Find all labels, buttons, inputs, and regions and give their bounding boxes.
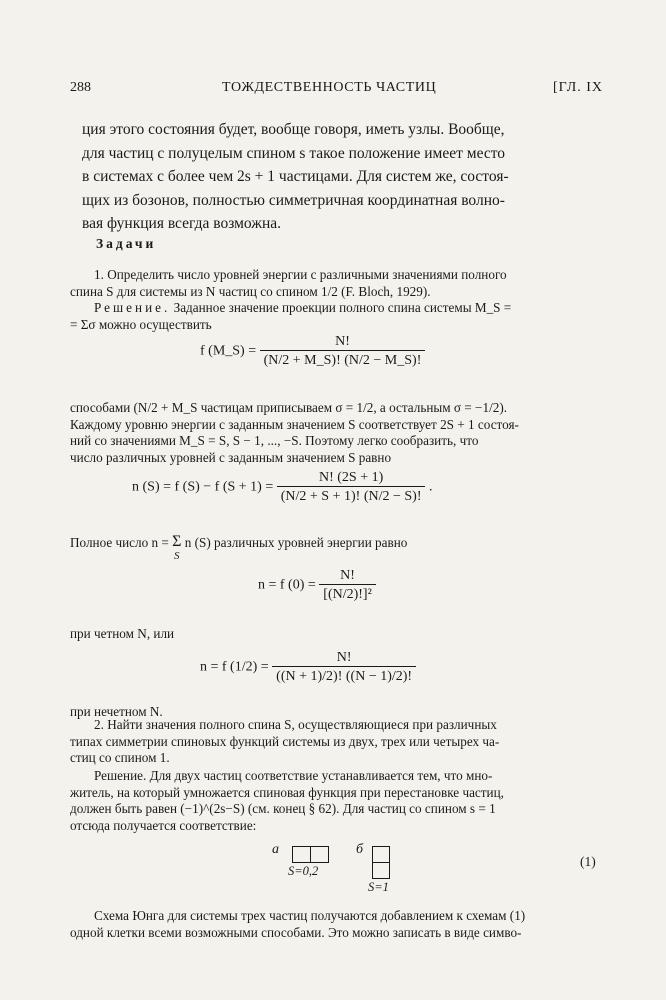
numerator: N! [340, 568, 355, 583]
closing-paragraph [70, 908, 604, 941]
fraction [260, 334, 426, 369]
total-number-line [70, 535, 407, 563]
text-line: щих из бозонов, полностью симметричная координатная волно- [82, 191, 505, 209]
problem-2-solution [70, 768, 604, 834]
text-line: одной клетки всеми возможными способами. Это можно записать в виде симво- [70, 924, 522, 940]
text-line: ний со значениями M_S = S, S − 1, ..., −S. Поэтому легко сообразить, что [70, 433, 479, 449]
text-line: должен быть равен (−1)^(2s−S) (см. конец § 62). Для частиц со спином s = 1 [70, 801, 496, 817]
diagram-caption-b: S=1 [368, 880, 389, 894]
denominator: ((N + 1)/2)! ((N − 1)/2)! [272, 666, 416, 685]
numerator: N! [336, 650, 352, 665]
intro-paragraph [82, 118, 604, 236]
solution-text: Заданное значение проекции полного спина системы M_S = [173, 300, 512, 316]
equation-lhs: n = f (1/2) = [200, 659, 269, 675]
equation-3 [258, 568, 376, 603]
running-title: ТОЖДЕСТВЕННОСТЬ ЧАСТИЦ [222, 80, 437, 95]
text-line: Схема Юнга для системы трех частиц получаются добавлением к схемам (1) [94, 908, 526, 923]
numerator: N! (2S + 1) [318, 470, 384, 485]
sum-symbol [172, 535, 181, 563]
equation-lhs: n = f (0) = [258, 577, 316, 593]
page-number: 288 [70, 80, 91, 95]
problem-1-paragraph-2 [70, 400, 604, 466]
text-line: вая функция всегда возможна. [82, 215, 282, 232]
diagram-label-a: а [272, 842, 279, 857]
text-line: житель, на который умножается спиновая функция при перестановке частиц, [70, 784, 504, 800]
text-line: = Σσ можно осуществить [70, 316, 212, 332]
diagram-label-b: б [356, 842, 364, 857]
text-line [70, 300, 604, 317]
equation-2 [132, 470, 432, 505]
text-fragment: n (S) различных уровней энергии равно [184, 535, 408, 550]
young-box [310, 846, 329, 863]
text-line: 2. Найти значения полного спина S, осуществляющиеся при различных [94, 717, 497, 732]
text-line: стиц со спином 1. [70, 750, 170, 766]
denominator: (N/2 + M_S)! (N/2 − M_S)! [260, 350, 426, 369]
equation-1 [200, 334, 425, 369]
text-line: Решение. Для двух частиц соответствие устанавливается тем, что мно- [94, 768, 493, 783]
text-line: спина S для системы из N частиц со спином 1/2 (F. Bloch, 1929). [70, 283, 431, 299]
fraction [319, 568, 376, 603]
chapter-label: [ГЛ. IX [553, 80, 603, 95]
text-line: типах симметрии спиновых функций системы из двух, трех или четырех ча- [70, 733, 500, 749]
text-line: число различных уровней с заданным значением S равно [70, 449, 392, 465]
fraction [277, 470, 426, 505]
problem-2-statement [70, 717, 604, 767]
text-line: способами (N/2 + M_S частицам приписываем σ = 1/2, а остальным σ = −1/2). [70, 400, 508, 415]
equation-lhs: n (S) = f (S) − f (S + 1) = [132, 479, 274, 495]
equation-end: . [428, 479, 433, 495]
text-line: ция этого состояния будет, вообще говоря, иметь узлы. Вообще, [82, 121, 505, 138]
young-box [292, 846, 311, 863]
diagram-caption-a: S=0,2 [288, 864, 319, 878]
text-fragment: Полное число n = [70, 535, 169, 550]
even-case-text: при четном N, или [70, 626, 175, 641]
numerator: N! [335, 334, 350, 349]
text-line: для частиц с полуцелым спином s такое положение имеет место [82, 144, 506, 162]
text-line: 1. Определить число уровней энергии с различными значениями полного [94, 267, 507, 282]
denominator: [(N/2)!]² [319, 584, 376, 603]
odd-case-text: при нечетном N. [70, 704, 163, 719]
section-title: Задачи [96, 236, 157, 251]
equation-lhs: f (M_S) = [200, 343, 257, 359]
equation-4 [200, 650, 416, 685]
sum-index: S [174, 550, 180, 562]
fraction [272, 650, 416, 685]
young-box [372, 862, 390, 879]
young-box [372, 846, 390, 863]
equation-number: (1) [580, 854, 596, 869]
problem-1-statement [70, 267, 604, 333]
solution-label: Решение. [94, 300, 171, 316]
text-line: в системах с более чем 2s + 1 частицами. Для систем же, состоя- [82, 168, 509, 185]
text-line: Каждому уровню энергии с заданным значением S соответствует 2S + 1 состоя- [70, 416, 519, 432]
text-line: отсюда получается соответствие: [70, 817, 257, 833]
denominator: (N/2 + S + 1)! (N/2 − S)! [277, 486, 426, 505]
sigma: Σ [172, 533, 182, 550]
